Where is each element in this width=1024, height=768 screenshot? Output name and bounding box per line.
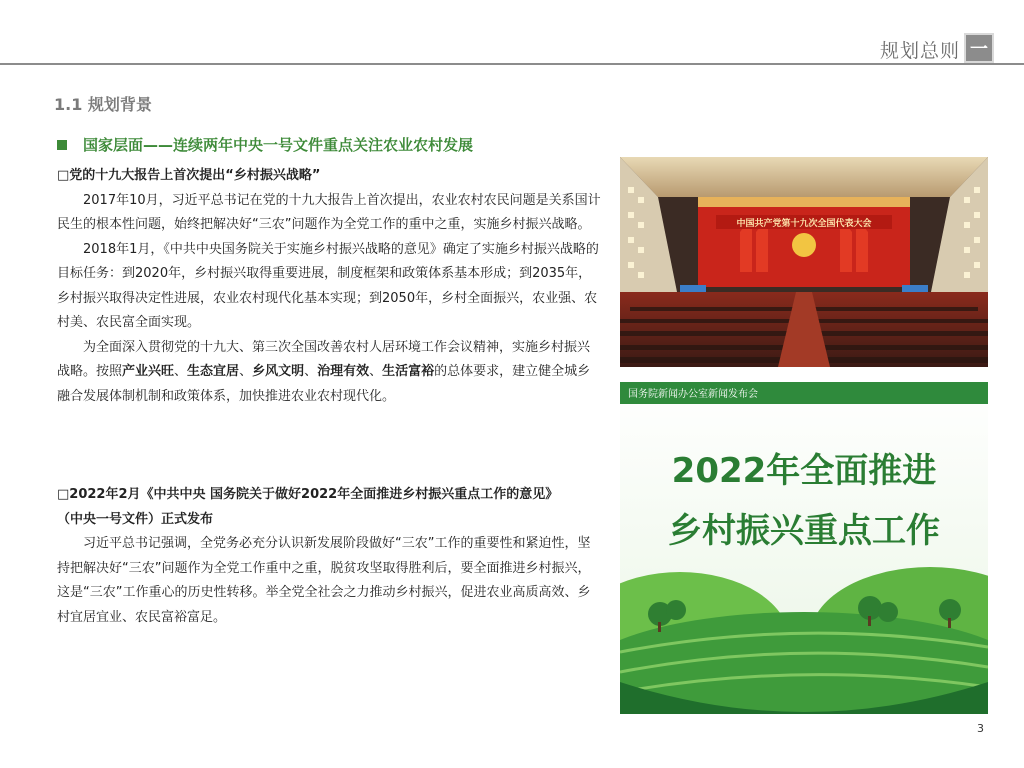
separator: 、 [239,364,253,379]
separator: 、 [174,364,188,379]
chapter-number-box: 一 [964,33,994,63]
subhead [57,134,473,155]
text-block-2 [57,483,602,630]
block1-para1: 2017年10月，习近平总书记在党的十九大报告上首次提出，农业农村农民问题是关系国计民生的根本性问题，始终把解决好“三农”问题作为全党工作的重中之重，实施乡村振兴战略。 [57,192,601,232]
press-conference-graphic [620,382,988,714]
rural-revitalization-illustration [620,382,988,714]
subhead-text: 国家层面——连续两年中央一号文件重点关注农业农村发展 [83,136,474,154]
page-number: 3 [977,722,984,735]
headline-line2: 乡村振兴重点工作 [668,511,940,551]
text-block-1 [57,164,602,409]
chapter-title: 规划总则 [879,40,960,62]
keyword-governance: 治理有效 [317,364,370,379]
block2-title-line1: □2022年2月《中共中央 国务院关于做好2022年全面推进乡村振兴重点工作的意见》 [57,487,559,502]
block2-para: 习近平总书记强调，全党务必充分认识新发展阶段做好“三农”工作的重要性和紧迫性，坚持把解决好“三农”问题作为全党工作重中之重，脱贫攻坚取得胜利后，要全面推进乡村振兴，这是“三农”工作重心的历史性转移。举全党全社会之力推动乡村振兴，促进农业高质高效、乡村宜居宜业、农民富裕富足。 [57,536,591,625]
block1-title: □党的十九大报告上首次提出“乡村振兴战略” [57,168,321,183]
block2-title-line2: （中央一号文件）正式发布 [57,511,214,527]
keyword-ecology: 生态宜居 [187,364,240,379]
para3-text-start: 为全面深入贯彻党的十九大、第三次全国改善农村人居环境工作会议精神，实施乡村振兴战略。按照 [57,339,591,379]
section-title: 1.1 规划背景 [54,95,152,114]
keyword-civility: 乡风文明 [252,364,305,379]
separator: 、 [369,364,383,379]
block1-para3 [57,336,602,410]
congress-banner-text: 中国共产党第十九次全国代表大会 [736,219,872,229]
congress-hall-photo [620,157,988,367]
para3-text-end: 的总体要求，建立健全城乡融合发展体制机制和政策体系，加快推进农业农村现代化。 [57,364,591,404]
header-divider [0,63,1024,65]
congress-hall-illustration [620,157,988,367]
separator: 、 [304,364,318,379]
press-tag-text: 国务院新闻办公室新闻发布会 [628,389,758,400]
keyword-industry: 产业兴旺 [122,364,175,379]
keyword-prosperity: 生活富裕 [382,364,435,379]
block1-para2: 2018年1月，《中共中央国务院关于实施乡村振兴战略的意见》确定了实施乡村振兴战略的目标任务：到2020年，乡村振兴取得重要进展，制度框架和政策体系基本形成；到2035年，乡村振兴取得决定性进展，农业农村现代化基本实现；到2050年，乡村全面振兴，农业强、农村美、农民富全面实现。 [57,241,599,330]
square-bullet-icon [57,140,67,150]
headline-line1: 2022年全面推进 [671,451,937,491]
